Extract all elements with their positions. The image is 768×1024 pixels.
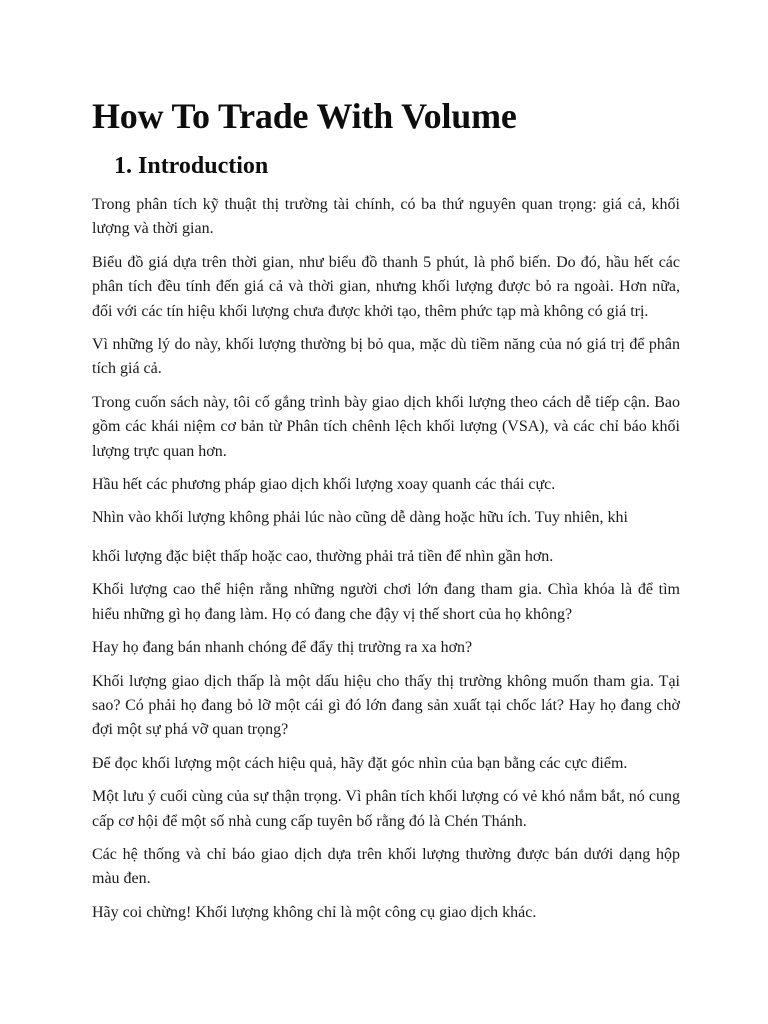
section-heading: 1. Introduction: [114, 153, 269, 179]
body-text: [92, 193, 680, 925]
paragraph-3: Vì những lý do này, khối lượng thường bị bỏ qua, mặc dù tiềm năng của nó giá trị để phân tích giá cả.: [92, 336, 680, 378]
paragraph-1: Trong phân tích kỹ thuật thị trường tài chính, có ba thứ nguyên quan trọng: giá cả, khối lượng và thời gian.: [92, 196, 680, 238]
paragraph-7: khối lượng đặc biệt thấp hoặc cao, thường phải trả tiền để nhìn gần hơn.: [92, 547, 554, 565]
document-title: How To Trade With Volume: [92, 96, 517, 136]
document-page: [92, 92, 680, 934]
paragraph-11: Để đọc khối lượng một cách hiệu quả, hãy đặt góc nhìn của bạn bằng các cực điểm.: [92, 754, 628, 772]
paragraph-8: Khối lượng cao thể hiện rằng những người chơi lớn đang tham gia. Chìa khóa là để tìm hiểu những gì họ đang làm. Họ có đang che đậy vị thế short của họ không?: [92, 581, 680, 623]
paragraph-12: Một lưu ý cuối cùng của sự thận trọng. Vì phân tích khối lượng có vẻ khó nắm bắt, nó cung cấp cơ hội để một số nhà cung cấp tuyên bố rằng đó là Chén Thánh.: [92, 788, 680, 830]
paragraph-6: Nhìn vào khối lượng không phải lúc nào cũng dễ dàng hoặc hữu ích. Tuy nhiên, khi: [92, 509, 628, 527]
paragraph-14: Hãy coi chừng! Khối lượng không chỉ là một công cụ giao dịch khác.: [92, 903, 537, 921]
paragraph-13: Các hệ thống và chỉ báo giao dịch dựa trên khối lượng thường được bán dưới dạng hộp màu đen.: [92, 845, 680, 888]
paragraph-10: Khối lượng giao dịch thấp là một dấu hiệu cho thấy thị trường không muốn tham gia. Tại sao? Có phải họ đang bỏ lỡ một cái gì đó lớn đang sản xuất tại chốc lát? Hay họ đang chờ đợi một sự phá vỡ quan trọng?: [92, 672, 680, 739]
paragraph-2: Biểu đồ giá dựa trên thời gian, như biểu đồ thanh 5 phút, là phổ biến. Do đó, hầu hết các phân tích đều tính đến giá cả và thời gian, nhưng khối lượng được bỏ ra ngoài. Hơn nữa, đối với các tín hiệu khối lượng chưa được khởi tạo, thêm phức tạp mà không có giá trị.: [92, 253, 680, 320]
paragraph-4: Trong cuốn sách này, tôi cố gắng trình bày giao dịch khối lượng theo cách dễ tiếp cận. Bao gồm các khái niệm cơ bản từ Phân tích chênh lệch khối lượng (VSA), và các chỉ báo khối lượng trực quan hơn.: [92, 393, 680, 460]
paragraph-5: Hầu hết các phương pháp giao dịch khối lượng xoay quanh các thái cực.: [92, 476, 556, 494]
paragraph-9: Hay họ đang bán nhanh chóng để đẩy thị trường ra xa hơn?: [92, 639, 473, 657]
